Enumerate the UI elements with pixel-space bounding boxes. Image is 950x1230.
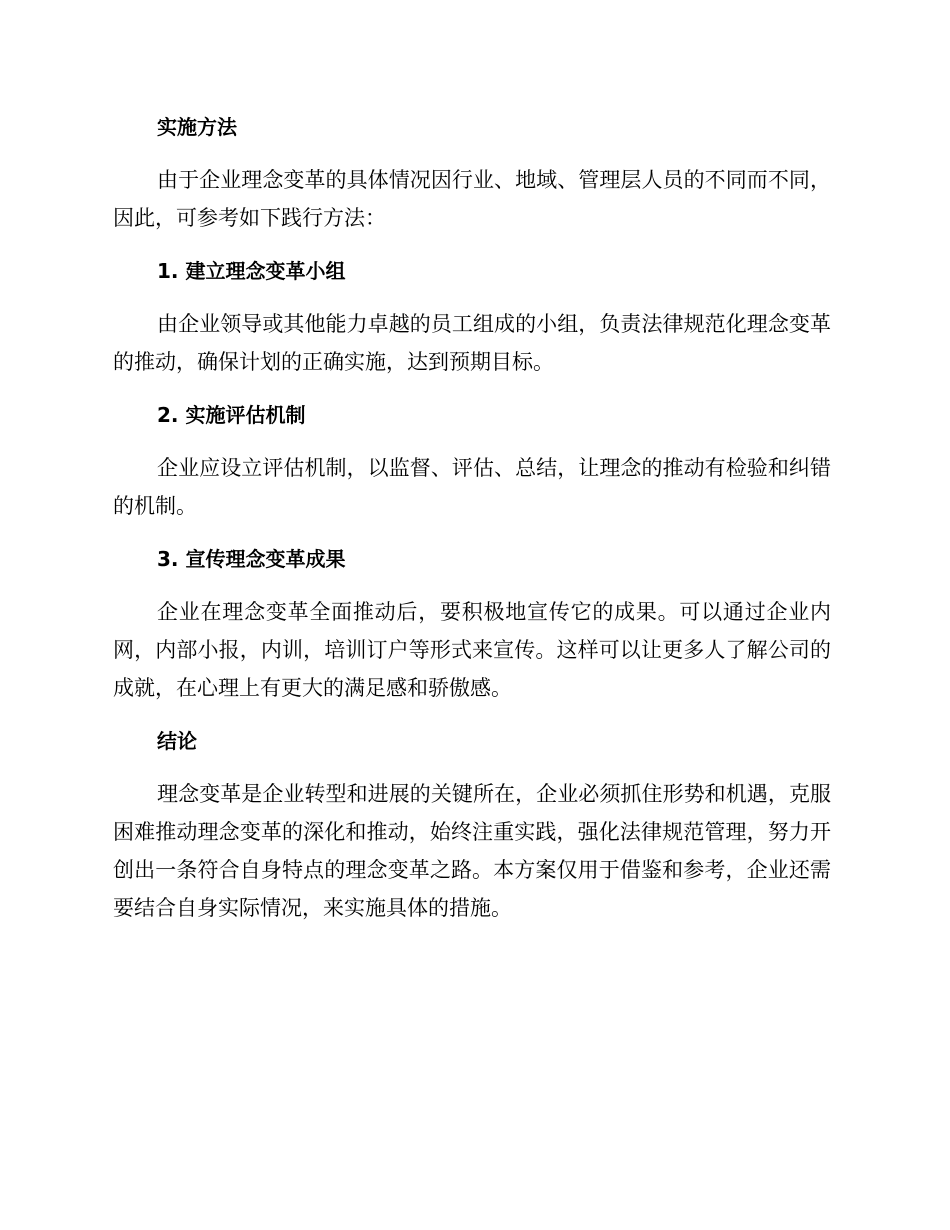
section-heading-evaluation-mechanism: 2. 实施评估机制 xyxy=(157,403,306,427)
paragraph-publicize-results: 企业在理念变革全面推动后，要积极地宣传它的成果。可以通过企业内网，内部小报，内训，培训订户等形式来宣传。这样可以让更多人了解公司的成就，在心理上有更大的满足感和骄傲感。 xyxy=(113,600,831,700)
paragraph-establish-team: 由企业领导或其他能力卓越的员工组成的小组，负责法律规范化理念变革的推动，确保计划的正确实施，达到预期目标。 xyxy=(113,312,831,374)
document-body xyxy=(113,111,831,945)
paragraph-evaluation-mechanism: 企业应设立评估机制，以监督、评估、总结，让理念的推动有检验和纠错的机制。 xyxy=(113,456,831,518)
section-heading-publicize-results: 3. 宣传理念变革成果 xyxy=(157,547,346,571)
paragraph-conclusion: 理念变革是企业转型和进展的关键所在，企业必须抓住形势和机遇，克服困难推动理念变革的深化和推动，始终注重实践，强化法律规范管理，努力开创出一条符合自身特点的理念变革之路。本方案仅用于借鉴和参考，企业还需要结合自身实际情况，来实施具体的措施。 xyxy=(113,782,831,920)
paragraph-implementation-intro: 由于企业理念变革的具体情况因行业、地域、管理层人员的不同而不同，因此，可参考如下践行方法： xyxy=(113,168,831,230)
section-heading-conclusion: 结论 xyxy=(157,729,197,753)
section-heading-implementation-methods: 实施方法 xyxy=(157,115,237,139)
section-heading-establish-team: 1. 建立理念变革小组 xyxy=(157,259,346,283)
